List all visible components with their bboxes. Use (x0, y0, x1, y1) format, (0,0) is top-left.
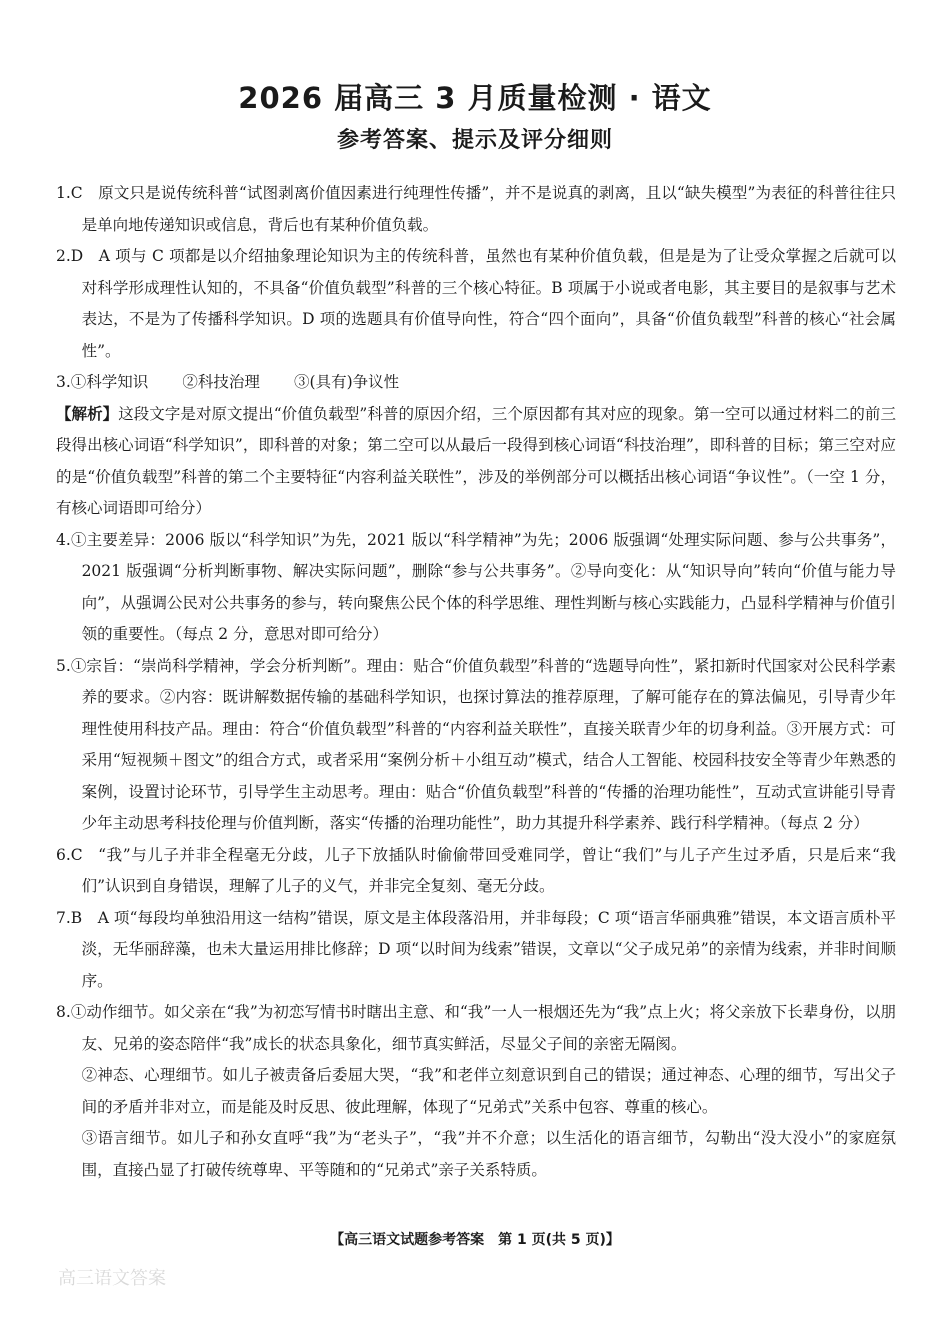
answer-blank-2: ②科技治理 (182, 373, 260, 391)
question-number: 3. (56, 373, 71, 391)
answer-item-8-point-3: ③语言细节。如儿子和孙女直呼“我”为“老头子”，“我”并不介意；以生活化的语言细节，勾勒出“没大没小”的家庭氛围，直接凸显了打破传统尊卑、平等随和的“兄弟式”亲子关系特质。 (81, 1129, 896, 1179)
answer-blank-3: ③(具有)争议性 (294, 373, 400, 391)
page-footer: 【高三语文试题参考答案 第 1 页(共 5 页)】 (330, 1232, 620, 1248)
answer-item-6 (56, 840, 896, 903)
answer-text: ①动作细节。如父亲在“我”为初恋写情书时瞎出主意、和“我”一人一根烟还先为“我”点上火；将父亲放下长辈身份，以朋友、兄弟的姿态陪伴“我”成长的状态具象化，细节真实鲜活，尽显父子间的亲密无隔阂。 (70, 1003, 896, 1053)
answer-text: A 项与 C 项都是以介绍抽象理论知识为主的传统科普，虽然也有某种价值负载，但是是为了让受众掌握之后就可以对科学形成理性认知的，不具备“价值负载型”科普的三个核心特征。B 项属于小说或者电影，其主要目的是叙事与艺术表达，不是为了传播科学知识。D 项的选题具有价值导向性，符合“四个面向”，具备“价值负载型”科普的核心“社会属性”。 (81, 247, 896, 360)
question-number: 5. (56, 656, 71, 675)
answer-item-8 (56, 997, 896, 1060)
answer-item-8-point-2: ②神态、心理细节。如儿子被责备后委屈大哭，“我”和老伴立刻意识到自己的错误；通过神态、心理的细节，写出父子间的矛盾并非对立，而是能及时反思、彼此理解，体现了“兄弟式”关系中包容、尊重的核心。 (81, 1066, 896, 1116)
analysis-paragraph (56, 399, 896, 525)
answer-item-7 (56, 903, 896, 998)
answer-item-4 (56, 525, 896, 651)
answer-content (56, 178, 896, 1186)
question-number: 7.B (56, 908, 83, 927)
answer-item-1 (56, 178, 896, 241)
answer-item-5 (56, 651, 896, 840)
answer-text: ①宗旨：“崇尚科学精神，学会分析判断”。理由：贴合“价值负载型”科普的“选题导向性”，紧扣新时代国家对公民科学素养的要求。②内容：既讲解数据传输的基础科学知识，也探讨算法的推荐原理，了解可能存在的算法偏见，引导青少年理性使用科技产品。理由：符合“价值负载型”科普的“内容利益关联性”，直接关联青少年的切身利益。③开展方式：可采用“短视频＋图文”的组合方式，或者采用“案例分析＋小组互动”模式，结合人工智能、校园科技安全等青少年熟悉的案例，设置讨论环节，引导学生主动思考。理由：贴合“价值负载型”科普的“传播的治理功能性”，互动式宣讲能引导青少年主动思考科技伦理与价值判断，落实“传播的治理功能性”，助力其提升科学素养、践行科学精神。（每点 2 分） (70, 656, 896, 832)
analysis-text: 这段文字是对原文提出“价值负载型”科普的原因介绍，三个原因都有其对应的现象。第一空可以通过材料二的前三段得出核心词语“科学知识”，即科普的对象；第二空可以从最后一段得到核心词语“科技治理”，即科普的目标；第三空对应的是“价值负载型”科普的第二个主要特征“内容利益关联性”，涉及的举例部分可以概括出核心词语“争议性”。（一空 1 分，有核心词语即可给分） (56, 404, 896, 517)
question-number: 2.D (56, 247, 84, 265)
answer-item-2 (56, 241, 896, 367)
analysis-tag: 【解析】 (56, 404, 119, 423)
answer-text: A 项“每段均单独沿用这一结构”错误，原文是主体段落沿用，并非每段；C 项“语言华丽典雅”错误，本文语言质朴平淡，无华丽辞藻，也未大量运用排比修辞；D 项“以时间为线索”错误，文章以“父子成兄弟”的亲情为线索，并非时间顺序。 (81, 908, 896, 990)
question-number: 8. (56, 1003, 71, 1021)
answer-blank-1: ①科学知识 (70, 373, 149, 391)
answer-text: ①主要差异：2006 版以“科学知识”为先，2021 版以“科学精神”为先；2006 版强调“处理实际问题、参与公共事务”，2021 版强调“分析判断事物、解决实际问题”，删除“参与公共事务”。②导向变化：从“知识导向”转向“价值与能力导向”，从强调公民对公共事务的参与，转向聚焦公民个体的科学思维、理性判断与核心实践能力，凸显科学精神与价值引领的重要性。（每点 2 分，意思对即可给分） (70, 530, 896, 643)
page-title: 2026 届高三 3 月质量检测 · 语文 (238, 81, 712, 115)
page-subtitle: 参考答案、提示及评分细则 (336, 128, 613, 153)
answer-text: 原文只是说传统科普“试图剥离价值因素进行纯理性传播”，并不是说真的剥离，且以“缺失模型”为表征的科普往往只是单向地传递知识或信息，背后也有某种价值负载。 (81, 184, 896, 234)
answer-text: “我”与儿子并非全程毫无分歧，儿子下放插队时偷偷带回受难同学，曾让“我们”与儿子产生过矛盾，只是后来“我们”认识到自身错误，理解了儿子的义气，并非完全复刻、毫无分歧。 (81, 845, 896, 895)
question-number: 1.C (56, 184, 83, 202)
answer-item-3 (56, 367, 896, 399)
watermark: 高三语文答案 (58, 1268, 166, 1289)
question-number: 6.C (56, 845, 83, 864)
question-number: 4. (56, 530, 71, 549)
